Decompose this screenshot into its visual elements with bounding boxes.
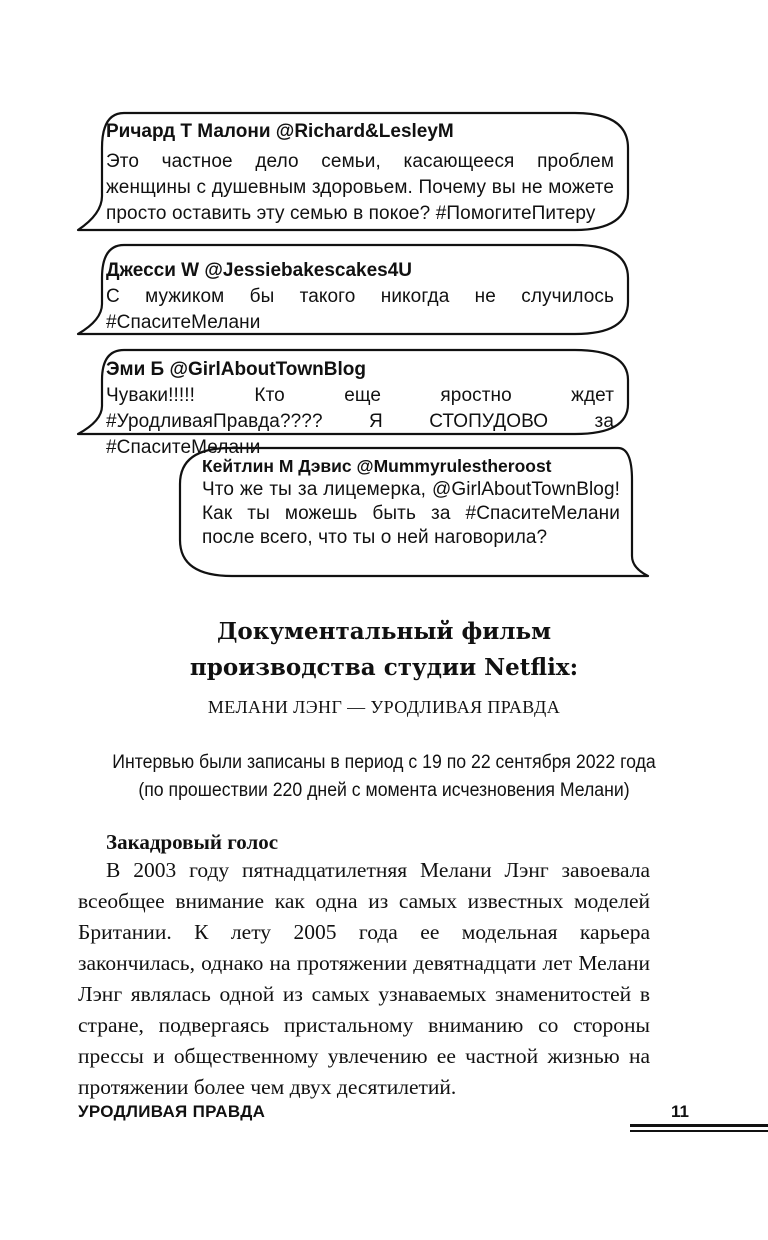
interview-note: [27, 749, 741, 805]
voiceover-text: В 2003 году пятнадцатилетняя Мелани Лэнг завоевала всеобщее внимание как одна из самых известных моделей Британии. К лету 2005 года ее модельная карьера закончилась, однако на протяжении девятнадцати лет Мелани Лэнг являлась одной из самых узнаваемых знаменитостей в стране, подвергаясь пристальному вниманию со стороны прессы и общественному увлечению ее частной жизнью на протяжении более чем двух десятилетий.: [78, 858, 650, 1099]
tweet-1: [106, 119, 614, 227]
footer-rule-thick: [630, 1124, 768, 1127]
tweet-author: Ричард Т Малони @Richard&LesleyM: [106, 121, 454, 142]
tweet-3: [106, 357, 614, 461]
voiceover-paragraph: [78, 855, 650, 1103]
tweet-2: [106, 258, 614, 336]
interview-note-line-2: (по прошествии 220 дней с момента исчезновения Мелани): [138, 780, 630, 801]
tweet-text: Что же ты за лицемерка, @GirlAboutTownBlog! Как ты можешь быть за #СпаситеМелани после всего, что ты о ней наговорила?: [202, 479, 620, 548]
section-title: [0, 614, 768, 686]
page-number: 11: [671, 1102, 689, 1121]
running-title: УРОДЛИВАЯ ПРАВДА: [78, 1102, 266, 1121]
tweet-author: Джесси W @Jessiebakescakes4U: [106, 260, 413, 281]
section-title-line-1: Документальный фильм: [216, 618, 552, 645]
tweet-text: Это частное дело семьи, касающееся проблем женщины с душевным здоровьем. Почему вы не можете просто оставить эту семью в покое? #ПомогитеПитеру: [106, 151, 614, 224]
tweet-text: С мужиком бы такого никогда не случилось #СпаситеМелани: [106, 286, 614, 333]
voiceover-heading: Закадровый голос: [106, 830, 279, 854]
section-subtitle: МЕЛАНИ ЛЭНГ — УРОДЛИВАЯ ПРАВДА: [207, 697, 561, 717]
tweet-author: Кейтлин М Дэвис @Mummyrulestheroost: [202, 456, 552, 476]
footer-rule-thin: [630, 1130, 768, 1132]
tweet-4: [202, 454, 620, 550]
interview-note-line-1: Интервью были записаны в период с 19 по 22 сентября 2022 года: [112, 752, 656, 773]
tweet-author: Эми Б @GirlAboutTownBlog: [106, 359, 366, 380]
tweet-text: Чуваки!!!!! Кто еще яростно ждет #УродливаяПравда???? Я СТОПУДОВО за #СпаситеМелани: [106, 385, 614, 458]
section-title-line-2: производства студии Netflix:: [189, 654, 579, 681]
